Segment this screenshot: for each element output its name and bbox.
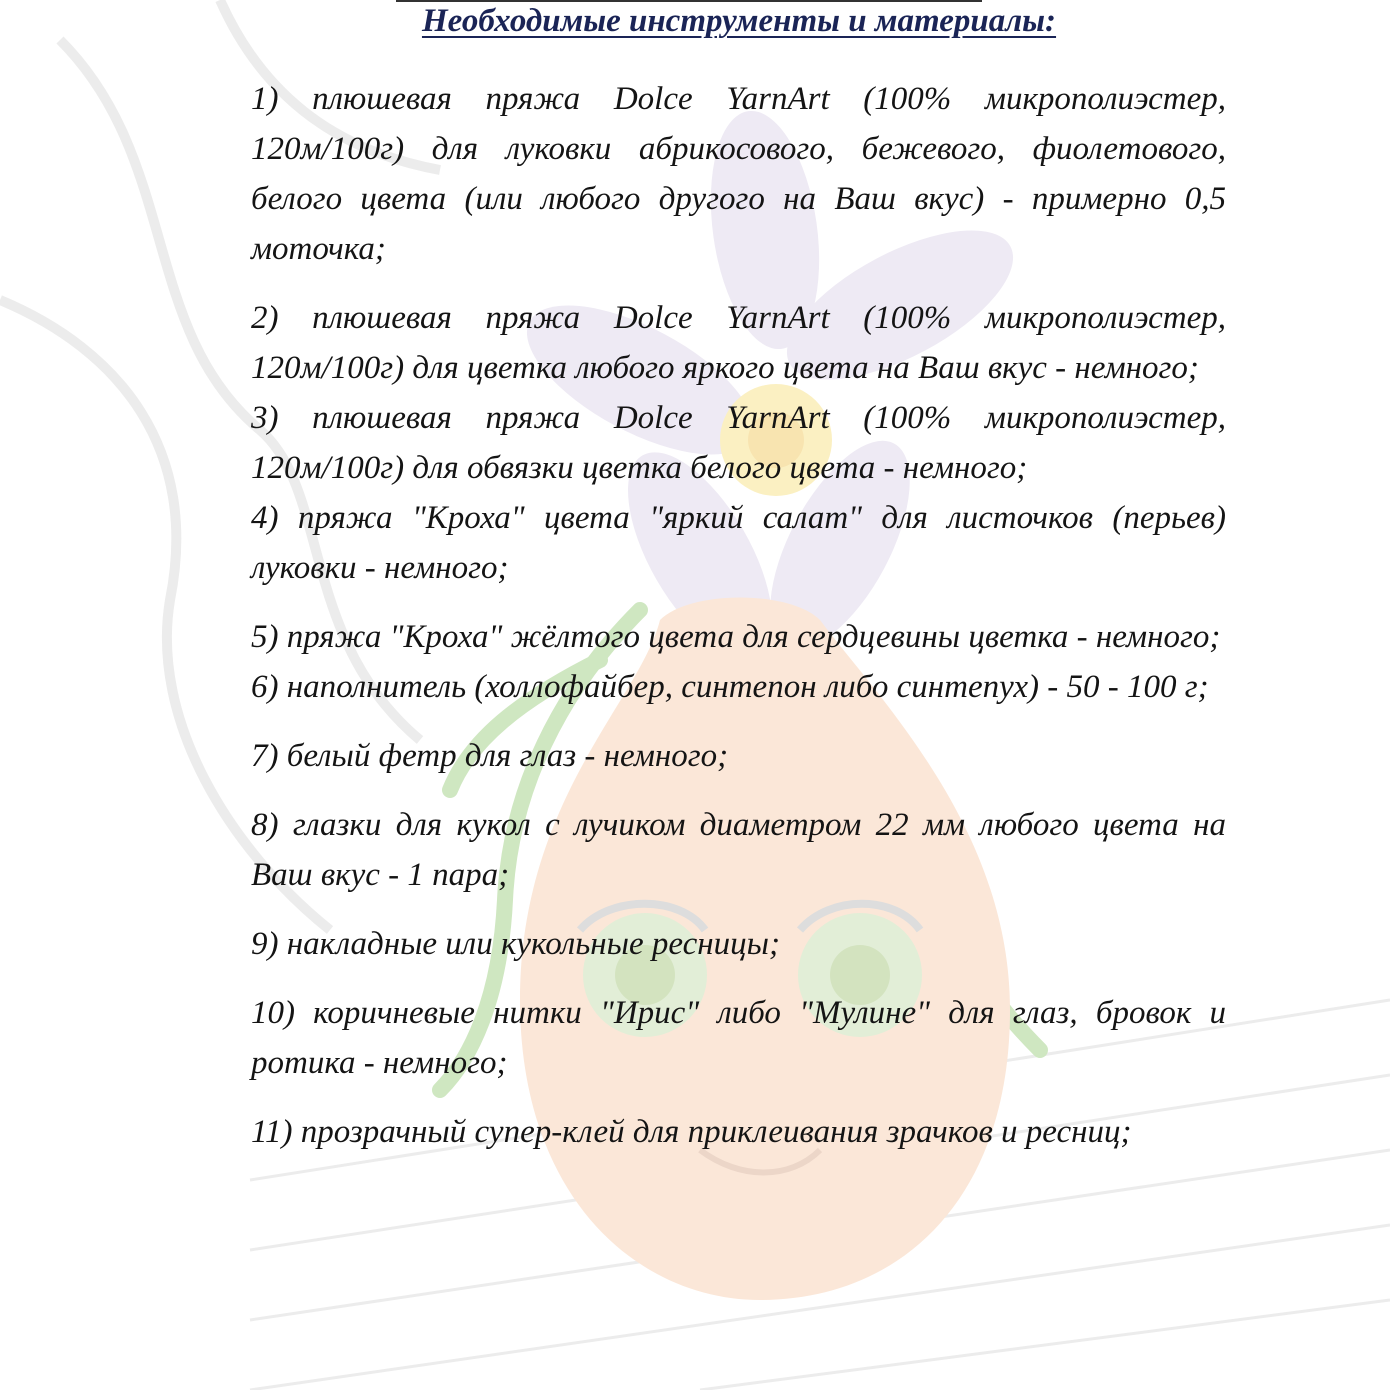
list-item-7: 7) белый фетр для глаз - немного; (251, 738, 729, 774)
list-item-9: 9) накладные или кукольные ресницы; (251, 926, 780, 962)
list-item-2: 2) плюшевая пряжа Dolce YarnArt (100% микрополиэстер, 120м/100г) для цветка любого яркого цвета на Ваш вкус - немного; (251, 300, 1226, 386)
list-item-6: 6) наполнитель (холлофайбер, синтепон либо синтепух) - 50 - 100 г; (251, 669, 1209, 705)
list-item-10: 10) коричневые нитки "Ирис" либо "Мулине" для глаз, бровок и ротика - немного; (251, 995, 1226, 1081)
top-rule (396, 0, 982, 2)
list-item-1: 1) плюшевая пряжа Dolce YarnArt (100% микрополиэстер, 120м/100г) для луковки абрикосового, бежевого, фиолетового, белого цвета (или любого другого на Ваш вкус) - примерно 0,5 моточка; (251, 81, 1226, 267)
list-item-8: 8) глазки для кукол с лучиком диаметром 22 мм любого цвета на Ваш вкус - 1 пара; (251, 807, 1226, 893)
list-item-11: 11) прозрачный супер-клей для приклеивания зрачков и ресниц; (251, 1114, 1132, 1150)
list-item-4: 4) пряжа "Кроха" цвета "яркий салат" для листочков (перьев) луковки - немного; (251, 500, 1226, 586)
list-item-5: 5) пряжа "Кроха" жёлтого цвета для сердцевины цветка - немного; (251, 619, 1221, 655)
materials-list (251, 74, 1226, 1157)
list-item-3: 3) плюшевая пряжа Dolce YarnArt (100% микрополиэстер, 120м/100г) для обвязки цветка белого цвета - немного; (251, 400, 1226, 486)
page-title: Необходимые инструменты и материалы: (421, 3, 1057, 39)
